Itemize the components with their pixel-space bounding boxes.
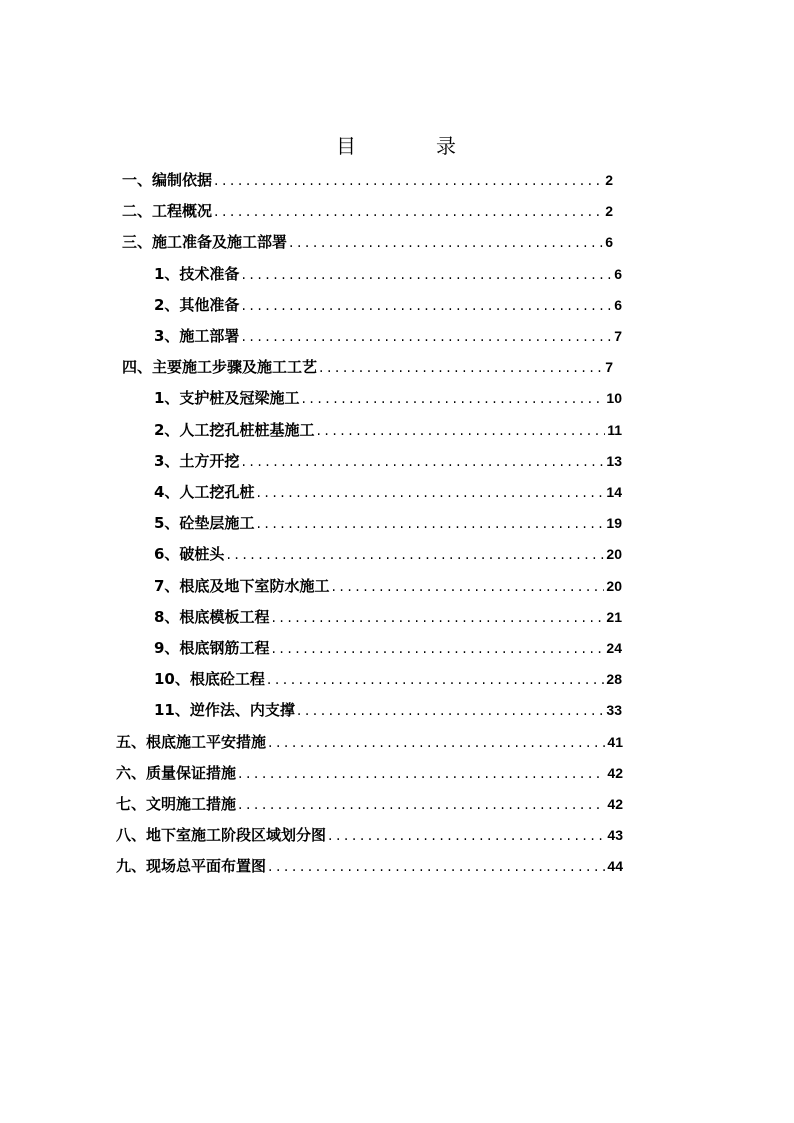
toc-entry[interactable] (154, 511, 622, 535)
toc-entry-label: 三、施工准备及施工部署 (122, 233, 288, 252)
toc-leader-dots (214, 169, 603, 193)
toc-page-number: 6 (614, 296, 622, 313)
toc-page-number: 7 (614, 328, 622, 344)
toc-entry-label: 3、土方开挖 (154, 451, 240, 470)
toc-entry-label: 5、砼垫层施工 (154, 514, 255, 533)
toc-entry-label: 八、地下室施工阶段区域划分图 (116, 826, 327, 845)
toc-entry[interactable] (116, 761, 623, 785)
toc-page-number: 33 (606, 702, 622, 719)
toc-entry-label: 4、人工挖孔桩 (154, 483, 255, 501)
toc-entry[interactable] (154, 574, 622, 598)
toc-leader-dots (297, 699, 605, 723)
toc-entry[interactable] (154, 418, 622, 442)
toc-leader-dots (267, 668, 605, 692)
toc-page-number: 7 (605, 359, 613, 376)
toc-leader-dots (241, 263, 612, 287)
toc-page-number: 43 (607, 827, 623, 844)
toc-leader-dots (319, 356, 603, 380)
toc-entry-label: 七、文明施工措施 (116, 795, 237, 813)
toc-entry-label: 2、人工挖孔桩桩基施工 (154, 420, 315, 439)
toc-entry[interactable] (122, 230, 613, 254)
toc-page-number: 19 (606, 515, 622, 532)
toc-entry[interactable] (154, 324, 622, 348)
toc-page-number: 2 (605, 172, 613, 188)
toc-page-number: 10 (606, 390, 622, 407)
toc-page-number: 28 (606, 671, 622, 688)
toc-entry-label: 10、根底砼工程 (154, 670, 265, 689)
toc-leader-dots (256, 512, 604, 536)
toc-page-number: 41 (607, 733, 623, 750)
toc-page-number: 14 (606, 484, 622, 500)
toc-title: 目 录 (336, 134, 486, 158)
toc-page-number: 20 (606, 577, 622, 594)
toc-leader-dots (268, 855, 605, 879)
toc-leader-dots (268, 731, 605, 755)
toc-leader-dots (241, 325, 612, 349)
toc-entry[interactable] (154, 293, 622, 317)
toc-entry-label: 1、支护桩及冠梁施工 (154, 389, 300, 408)
toc-entry-label: 8、根底模板工程 (154, 607, 270, 626)
toc-leader-dots (214, 200, 603, 224)
toc-entry[interactable] (154, 449, 622, 473)
toc-entry-label: 六、质量保证措施 (116, 763, 237, 782)
toc-entry[interactable] (122, 199, 613, 223)
toc-entry-label: 一、编制依据 (122, 171, 213, 189)
toc-leader-dots (271, 637, 604, 661)
toc-leader-dots (256, 481, 604, 505)
toc-entry-label: 四、主要施工步骤及施工工艺 (122, 358, 318, 377)
toc-entry[interactable] (116, 792, 623, 816)
toc-entry-label: 二、工程概况 (122, 202, 213, 221)
toc-leader-dots (316, 419, 605, 443)
toc-leader-dots (331, 575, 604, 599)
toc-entry[interactable] (154, 698, 622, 722)
toc-page-number: 13 (606, 452, 622, 469)
toc-entry[interactable] (116, 854, 623, 878)
toc-page-number: 42 (607, 764, 623, 781)
toc-page-number: 24 (606, 640, 622, 656)
toc-leader-dots (271, 606, 604, 630)
toc-entry[interactable] (154, 480, 622, 504)
toc-entry[interactable] (154, 667, 622, 691)
toc-entry-label: 1、技术准备 (154, 264, 240, 283)
toc-page-number: 21 (606, 608, 622, 625)
toc-page-number: 6 (614, 265, 622, 282)
toc-entry[interactable] (116, 823, 623, 847)
toc-leader-dots (241, 450, 604, 474)
toc-entry[interactable] (154, 542, 622, 566)
toc-entry-label: 6、破桩头 (154, 545, 225, 564)
toc-entry[interactable] (122, 168, 613, 192)
toc-entry[interactable] (154, 262, 622, 286)
toc-leader-dots (226, 543, 604, 567)
toc-page-number: 20 (606, 546, 622, 563)
toc-page-number: 42 (607, 796, 623, 812)
toc-entry[interactable] (154, 605, 622, 629)
toc-entry-label: 3、施工部署 (154, 327, 240, 345)
toc-leader-dots (238, 793, 605, 817)
toc-page-number: 6 (605, 234, 613, 251)
toc-entry-label: 五、根底施工平安措施 (116, 732, 267, 751)
toc-leader-dots (328, 824, 605, 848)
toc-leader-dots (289, 231, 603, 255)
toc-leader-dots (301, 387, 604, 411)
toc-entry-label: 11、逆作法、内支撑 (154, 701, 295, 720)
toc-entry[interactable] (116, 730, 623, 754)
toc-entry-label: 2、其他准备 (154, 295, 240, 314)
toc-entry-label: 九、现场总平面布置图 (116, 857, 267, 876)
toc-entry-label: 7、根底及地下室防水施工 (154, 576, 330, 595)
toc-page-number: 44 (607, 858, 623, 875)
toc-leader-dots (238, 762, 605, 786)
toc-entry[interactable] (154, 636, 622, 660)
toc-page-number: 2 (605, 203, 613, 220)
toc-leader-dots (241, 294, 612, 318)
toc-page-number: 11 (607, 421, 622, 438)
toc-entry-label: 9、根底钢筋工程 (154, 639, 270, 657)
toc-entry[interactable] (154, 386, 622, 410)
toc-entry[interactable] (122, 355, 613, 379)
